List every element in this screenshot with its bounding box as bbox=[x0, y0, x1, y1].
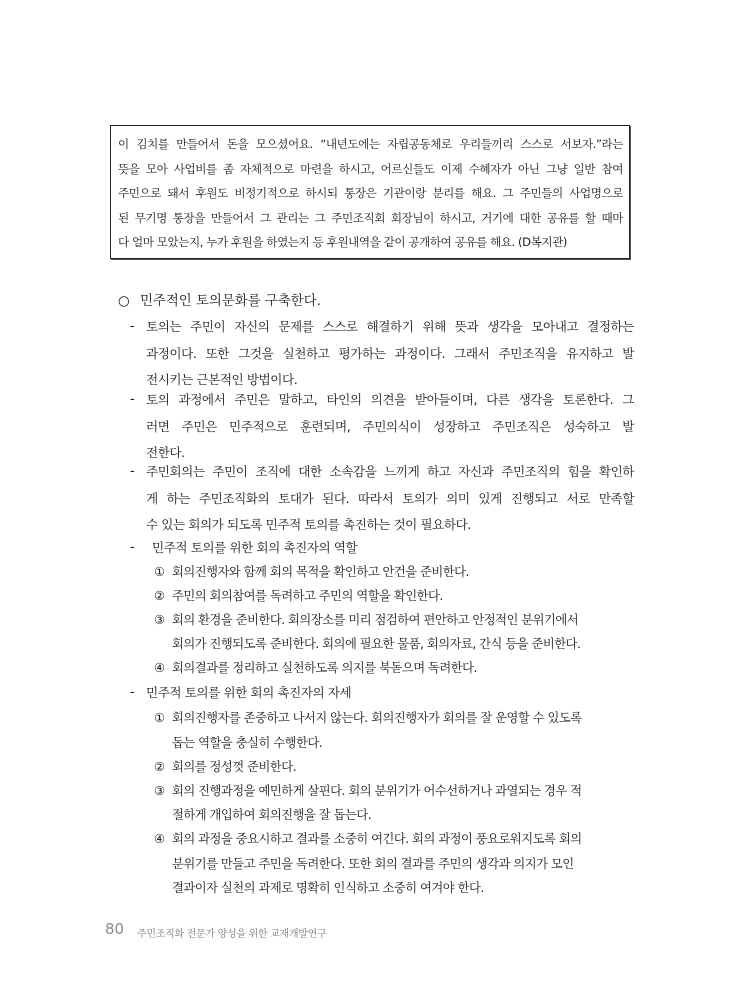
section-title: 민주적인 토의문화를 구축한다. bbox=[140, 294, 321, 309]
paragraph-line: 전한다. bbox=[146, 445, 185, 460]
subsection-title: 민주적 토의를 위한 회의 촉진자의 자세 bbox=[146, 685, 352, 700]
paragraph-line: 과정이다. 또한 그것을 실천하고 평가하는 과정이다. 그래서 주민조직을 유지하고 발 bbox=[146, 345, 634, 361]
item-text: 회의진행자와 함께 회의 목적을 확인하고 안건을 준비한다. bbox=[172, 565, 469, 579]
dash-bullet: - bbox=[130, 464, 135, 479]
item-text: 회의 진행과정을 예민하게 살핀다. 회의 분위기가 어수선하거나 과열되는 경우 적 bbox=[172, 784, 582, 798]
paragraph-line: 토의는 주민이 자신의 문제를 스스로 해결하기 위해 뜻과 생각을 모아내고 결정하는 bbox=[146, 319, 634, 334]
item-text: 회의결과를 정리하고 실천하도록 의지를 북돋으며 독려한다. bbox=[172, 661, 477, 675]
item-number: ④ bbox=[154, 832, 165, 846]
item-text: 주민의 회의참여를 독려하고 주민의 역할을 확인한다. bbox=[172, 589, 443, 603]
dash-bullet: - bbox=[130, 685, 135, 700]
item-number: ② bbox=[154, 589, 165, 603]
numbered-item bbox=[154, 705, 582, 732]
paragraph-line: 토의 과정에서 주민은 말하고, 타인의 의견을 받아들이며, 다른 생각을 토론한다. 그 bbox=[146, 392, 634, 407]
item-text-continued: 회의가 진행되도록 준비한다. 회의에 필요한 물품, 회의자료, 간식 등을 준비한다. bbox=[172, 637, 581, 651]
quote-line: 주민으로 돼서 후원도 비정기적으로 하시되 통장은 기관이랑 분리를 해요. 그 주민들의 사업명으로 bbox=[118, 186, 623, 201]
paragraph-line: 전시키는 근본적인 방법이다. bbox=[146, 372, 298, 387]
numbered-item bbox=[154, 754, 296, 781]
page-number: 80 bbox=[105, 920, 125, 938]
item-number: ① bbox=[154, 711, 165, 725]
item-number: ② bbox=[154, 760, 165, 774]
item-text: 회의진행자를 존중하고 나서지 않는다. 회의진행자가 회의를 잘 운영할 수 있도록 bbox=[172, 711, 582, 725]
paragraph-line: 러면 주민은 민주적으로 훈련되며, 주민의식이 성장하고 주민조직은 성숙하고 발 bbox=[146, 418, 634, 434]
numbered-item bbox=[154, 778, 582, 805]
item-number: ④ bbox=[154, 661, 165, 675]
item-text-continued: 절하게 개입하여 회의진행을 잘 돕는다. bbox=[172, 808, 372, 822]
item-text-continued: 분위기를 만들고 주민을 독려한다. 또한 회의 결과를 주민의 생각과 의지가 모인 bbox=[172, 857, 574, 871]
numbered-item bbox=[154, 607, 578, 634]
quote-line: 이 김치를 만들어서 돈을 모으셨어요. “내년도에는 자립공동체로 우리들끼리 스스로 서보자.”라는 bbox=[118, 137, 623, 151]
quote-line: 다 얼마 모았는지, 누가 후원을 하였는지 등 후원내역을 같이 공개하여 공유를 해요. (D복지관) bbox=[118, 235, 567, 250]
item-text: 회의 과정을 중요시하고 결과를 소중히 여긴다. 회의 과정이 풍요로워지도록 회의 bbox=[172, 832, 582, 846]
section-bullet: ○ bbox=[118, 294, 130, 309]
item-text: 회의를 정성껏 준비한다. bbox=[172, 760, 297, 774]
subsection-title: 민주적 토의를 위한 회의 촉진자의 역할 bbox=[152, 540, 358, 555]
paragraph-line: 게 하는 주민조직화의 토대가 된다. 따라서 토의가 의미 있게 진행되고 서로 만족할 bbox=[146, 490, 634, 506]
paragraph-line: 주민회의는 주민이 조직에 대한 소속감을 느끼게 하고 자신과 주민조직의 힘을 확인하 bbox=[146, 464, 634, 479]
dash-bullet: - bbox=[130, 540, 135, 555]
item-text: 회의 환경을 준비한다. 회의장소를 미리 점검하여 편안하고 안정적인 분위기에서 bbox=[172, 613, 579, 627]
numbered-item bbox=[154, 826, 582, 853]
dash-bullet: - bbox=[130, 392, 135, 407]
quote-line: 뜻을 모아 사업비를 좀 자체적으로 마련을 하시고, 어르신들도 이제 수혜자가 아닌 그냥 일반 참여 bbox=[118, 161, 623, 176]
numbered-item bbox=[154, 583, 443, 610]
item-text-continued: 돕는 역할을 충실히 수행한다. bbox=[172, 736, 323, 750]
paragraph-line: 수 있는 회의가 되도록 민주적 토의를 촉진하는 것이 필요하다. bbox=[146, 517, 471, 532]
running-footer-title: 주민조직화 전문가 양성을 위한 교재개발연구 bbox=[137, 929, 327, 940]
section-heading bbox=[118, 290, 321, 309]
numbered-item bbox=[154, 655, 477, 682]
quote-line: 된 무기명 통장을 만들어서 그 관리는 그 주민조직회 회장님이 하시고, 거기에 대한 공유를 할 때마 bbox=[118, 210, 623, 225]
item-number: ③ bbox=[154, 784, 165, 798]
item-text-continued: 결과이자 실천의 과제로 명확히 인식하고 소중히 여겨야 한다. bbox=[172, 881, 484, 895]
numbered-item bbox=[154, 559, 469, 586]
interview-quote-box bbox=[110, 125, 630, 259]
item-number: ① bbox=[154, 565, 165, 579]
item-number: ③ bbox=[154, 613, 165, 627]
dash-bullet: - bbox=[130, 319, 135, 334]
